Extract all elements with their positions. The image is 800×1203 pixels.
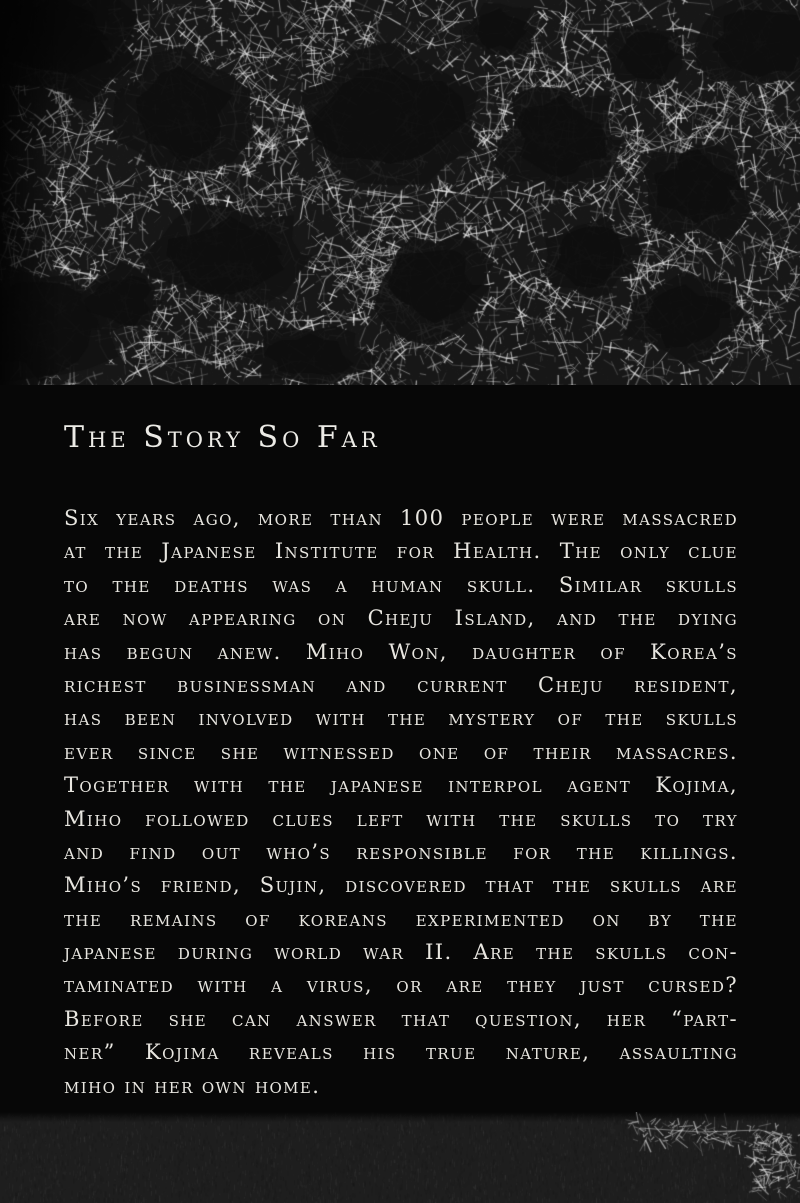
story-line: richest businessman and current Cheju resident, <box>64 672 738 697</box>
story-line: taminated with a virus, or are they just cursed? <box>64 973 738 998</box>
story-line: Together with the japanese interpol agent Kojima, <box>64 773 738 798</box>
story-text <box>64 502 738 1103</box>
story-line: has been involved with the mystery of the skulls <box>64 706 738 731</box>
story-line: japanese during world war II. Are the skulls con- <box>64 940 738 965</box>
story-line: Six years ago, more than 100 people were massacred <box>64 506 738 530</box>
story-line: the remains of koreans experimented on by the <box>64 906 738 931</box>
story-line: ever since she witnessed one of their massacres. <box>64 739 738 764</box>
story-line: at the Japanese Institute for Health. The only clue <box>64 539 738 564</box>
story-line: and find out who’s responsible for the killings. <box>64 839 738 864</box>
story-line: miho in her own home. <box>64 1073 321 1098</box>
story-line: are now appearing on Cheju Island, and the dying <box>64 606 738 631</box>
story-line: Miho’s friend, Sujin, discovered that the skulls are <box>64 873 738 898</box>
story-line: to the deaths was a human skull. Similar skulls <box>64 572 738 597</box>
footer-texture-band <box>0 1112 800 1203</box>
story-line: ner” Kojima reveals his true nature, assaulting <box>64 1040 738 1065</box>
crosshatch-artwork <box>0 0 800 385</box>
story-line: has begun anew. Miho Won, daughter of Korea’s <box>64 639 738 664</box>
story-line: Before she can answer that question, her “part- <box>64 1006 738 1031</box>
page-title: The Story So Far <box>64 420 381 455</box>
story-line: Miho followed clues left with the skulls to try <box>64 806 738 831</box>
